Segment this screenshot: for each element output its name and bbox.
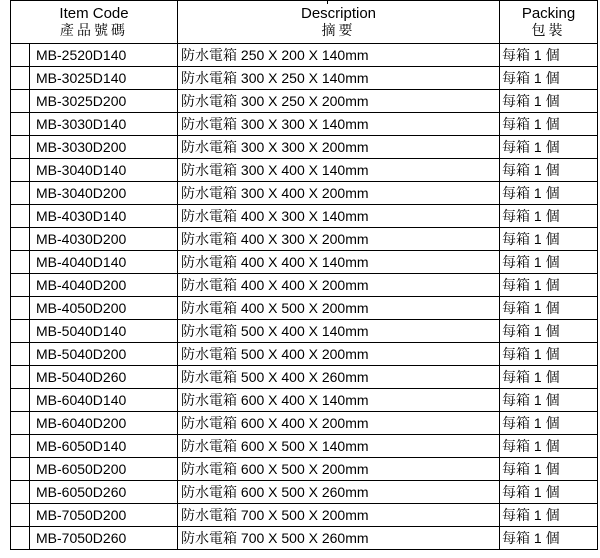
packing-cell: 每箱 1 個	[500, 159, 598, 182]
item-code-cell: MB-4040D200	[30, 274, 178, 297]
description-cell: 防水電箱 600 X 400 X 140mm	[178, 389, 500, 412]
packing-cell: 每箱 1 個	[500, 274, 598, 297]
packing-cell: 每箱 1 個	[500, 182, 598, 205]
description-cell: 防水電箱 300 X 400 X 200mm	[178, 182, 500, 205]
row-marker-cell	[11, 67, 30, 90]
table-row	[11, 343, 598, 366]
row-marker-cell	[11, 458, 30, 481]
description-cell: 防水電箱 500 X 400 X 140mm	[178, 320, 500, 343]
description-cell: 防水電箱 400 X 400 X 140mm	[178, 251, 500, 274]
row-marker-cell	[11, 389, 30, 412]
row-marker-cell	[11, 251, 30, 274]
description-cell: 防水電箱 500 X 400 X 260mm	[178, 366, 500, 389]
packing-cell: 每箱 1 個	[500, 90, 598, 113]
packing-cell: 每箱 1 個	[500, 320, 598, 343]
row-marker-cell	[11, 504, 30, 527]
row-marker-cell	[11, 274, 30, 297]
row-marker-cell	[11, 320, 30, 343]
header-description	[178, 1, 500, 44]
table-row	[11, 136, 598, 159]
product-table	[10, 0, 598, 550]
item-code-cell: MB-6050D140	[30, 435, 178, 458]
table-row	[11, 67, 598, 90]
table-row	[11, 274, 598, 297]
row-marker-cell	[11, 435, 30, 458]
description-cell: 防水電箱 700 X 500 X 260mm	[178, 527, 500, 550]
packing-cell: 每箱 1 個	[500, 412, 598, 435]
row-marker-cell	[11, 527, 30, 550]
packing-cell: 每箱 1 個	[500, 205, 598, 228]
table-row	[11, 251, 598, 274]
packing-cell: 每箱 1 個	[500, 113, 598, 136]
description-cell: 防水電箱 400 X 300 X 200mm	[178, 228, 500, 251]
item-code-cell: MB-4030D200	[30, 228, 178, 251]
description-cell: 防水電箱 400 X 500 X 200mm	[178, 297, 500, 320]
header-packing-en: Packing	[521, 5, 576, 22]
header-description-zh: 摘要	[321, 22, 356, 38]
table-row	[11, 504, 598, 527]
description-cell: 防水電箱 300 X 400 X 140mm	[178, 159, 500, 182]
row-marker-cell	[11, 90, 30, 113]
item-code-cell: MB-4050D200	[30, 297, 178, 320]
table-row	[11, 113, 598, 136]
header-item-code-zh: 產品號碼	[60, 22, 128, 38]
description-cell: 防水電箱 300 X 250 X 200mm	[178, 90, 500, 113]
packing-cell: 每箱 1 個	[500, 435, 598, 458]
packing-cell: 每箱 1 個	[500, 343, 598, 366]
item-code-cell: MB-7050D200	[30, 504, 178, 527]
table-row	[11, 527, 598, 550]
description-cell: 防水電箱 600 X 400 X 200mm	[178, 412, 500, 435]
description-cell: 防水電箱 400 X 300 X 140mm	[178, 205, 500, 228]
table-row	[11, 159, 598, 182]
packing-cell: 每箱 1 個	[500, 504, 598, 527]
description-cell: 防水電箱 600 X 500 X 260mm	[178, 481, 500, 504]
header-description-en: Description	[301, 5, 377, 22]
description-cell: 防水電箱 250 X 200 X 140mm	[178, 44, 500, 67]
item-code-cell: MB-4030D140	[30, 205, 178, 228]
item-code-cell: MB-5040D200	[30, 343, 178, 366]
item-code-cell: MB-3030D200	[30, 136, 178, 159]
item-code-cell: MB-5040D140	[30, 320, 178, 343]
table-row	[11, 228, 598, 251]
header-item-code	[11, 1, 178, 44]
packing-cell: 每箱 1 個	[500, 458, 598, 481]
item-code-cell: MB-6040D200	[30, 412, 178, 435]
packing-cell: 每箱 1 個	[500, 67, 598, 90]
row-marker-cell	[11, 182, 30, 205]
packing-cell: 每箱 1 個	[500, 389, 598, 412]
table-row	[11, 366, 598, 389]
description-cell: 防水電箱 300 X 300 X 140mm	[178, 113, 500, 136]
row-marker-cell	[11, 343, 30, 366]
row-marker-cell	[11, 366, 30, 389]
item-code-cell: MB-6050D260	[30, 481, 178, 504]
packing-cell: 每箱 1 個	[500, 44, 598, 67]
item-code-cell: MB-2520D140	[30, 44, 178, 67]
item-code-cell: MB-4040D140	[30, 251, 178, 274]
row-marker-cell	[11, 159, 30, 182]
table-row	[11, 458, 598, 481]
description-cell: 防水電箱 700 X 500 X 200mm	[178, 504, 500, 527]
header-packing	[500, 1, 598, 44]
table-row	[11, 481, 598, 504]
row-marker-cell	[11, 44, 30, 67]
item-code-cell: MB-6040D140	[30, 389, 178, 412]
table-row	[11, 90, 598, 113]
row-marker-cell	[11, 113, 30, 136]
packing-cell: 每箱 1 個	[500, 481, 598, 504]
item-code-cell: MB-3030D140	[30, 113, 178, 136]
table-row	[11, 435, 598, 458]
row-marker-cell	[11, 136, 30, 159]
description-cell: 防水電箱 300 X 250 X 140mm	[178, 67, 500, 90]
item-code-cell: MB-6050D200	[30, 458, 178, 481]
table-row	[11, 182, 598, 205]
description-cell: 防水電箱 600 X 500 X 140mm	[178, 435, 500, 458]
packing-cell: 每箱 1 個	[500, 251, 598, 274]
description-cell: 防水電箱 400 X 400 X 200mm	[178, 274, 500, 297]
row-marker-cell	[11, 481, 30, 504]
table-row	[11, 44, 598, 67]
row-marker-cell	[11, 228, 30, 251]
item-code-cell: MB-3040D140	[30, 159, 178, 182]
table-row	[11, 320, 598, 343]
item-code-cell: MB-7050D260	[30, 527, 178, 550]
packing-cell: 每箱 1 個	[500, 297, 598, 320]
row-marker-cell	[11, 297, 30, 320]
packing-cell: 每箱 1 個	[500, 228, 598, 251]
row-marker-cell	[11, 412, 30, 435]
table-row	[11, 412, 598, 435]
item-code-cell: MB-3040D200	[30, 182, 178, 205]
item-code-cell: MB-3025D140	[30, 67, 178, 90]
packing-cell: 每箱 1 個	[500, 527, 598, 550]
row-marker-cell	[11, 205, 30, 228]
header-packing-zh: 包裝	[531, 22, 566, 38]
description-cell: 防水電箱 600 X 500 X 200mm	[178, 458, 500, 481]
description-cell: 防水電箱 500 X 400 X 200mm	[178, 343, 500, 366]
item-code-cell: MB-3025D200	[30, 90, 178, 113]
packing-cell: 每箱 1 個	[500, 366, 598, 389]
description-cell: 防水電箱 300 X 300 X 200mm	[178, 136, 500, 159]
header-item-code-en: Item Code	[59, 5, 129, 22]
packing-cell: 每箱 1 個	[500, 136, 598, 159]
table-row	[11, 297, 598, 320]
table-row	[11, 205, 598, 228]
table-header-row	[11, 1, 598, 44]
item-code-cell: MB-5040D260	[30, 366, 178, 389]
table-row	[11, 389, 598, 412]
